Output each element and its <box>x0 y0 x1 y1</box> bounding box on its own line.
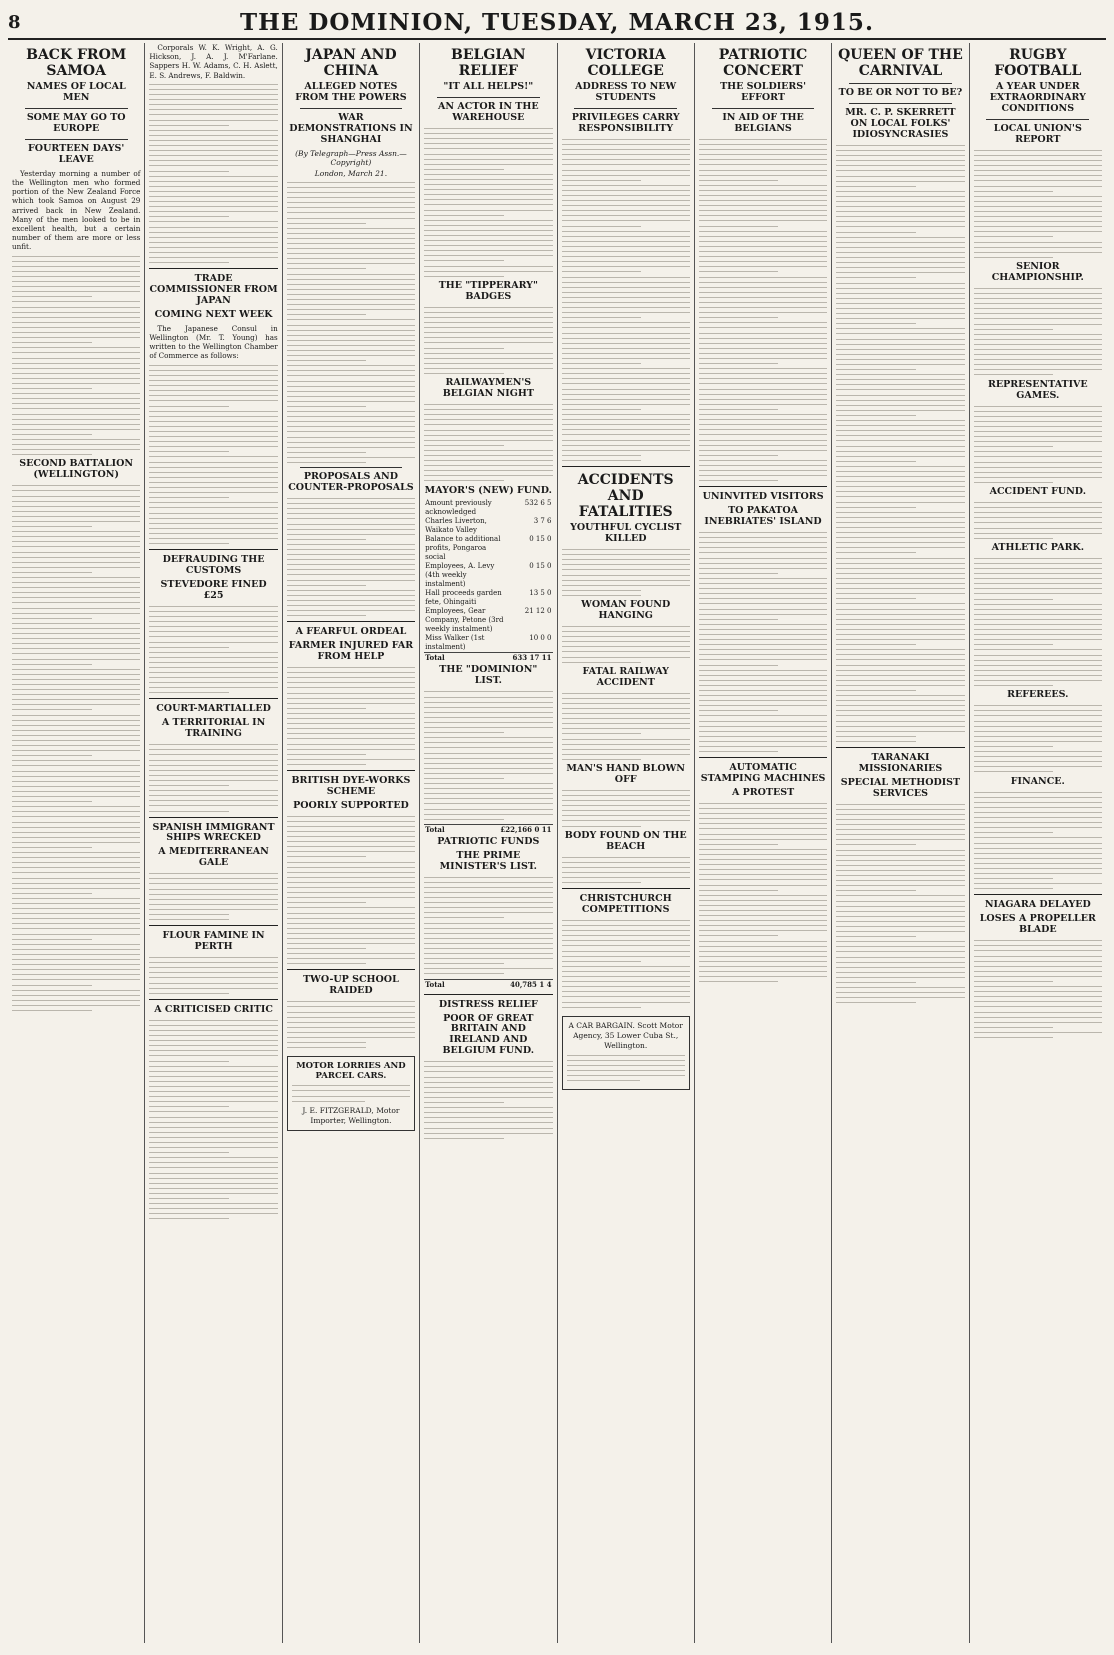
table-heading: MAYOR'S (NEW) FUND. <box>424 484 552 496</box>
section-heading: REPRESENTATIVE GAMES. <box>987 378 1088 401</box>
article-subhead: WOMAN FOUND HANGING <box>581 599 671 621</box>
article-subhead: A TERRITORIAL IN TRAINING <box>161 717 266 740</box>
body-text-lines <box>424 877 552 975</box>
body-text-lines <box>12 256 140 456</box>
article-headline: BACK FROM SAMOA <box>26 47 127 80</box>
body-text-lines <box>699 532 827 752</box>
newspaper-title: THE DOMINION, TUESDAY, MARCH 23, 1915. <box>240 8 874 36</box>
wire-credit: (By Telegraph—Press Assn.—Copyright) <box>295 148 407 167</box>
article-headline: CHRISTCHURCH COMPETITIONS <box>579 893 672 915</box>
body-text-lines <box>424 404 552 481</box>
body-text-lines <box>149 744 277 811</box>
body-text-lines <box>836 804 964 1004</box>
table-heading: THE "DOMINION" LIST. <box>439 664 538 687</box>
prime-minister-list-total: Total 40,785 1 4 <box>425 979 552 989</box>
dateline: London, March 21. <box>314 168 388 178</box>
column-3 <box>283 43 420 1643</box>
article-subhead: ADDRESS TO NEW STUDENTS <box>575 81 677 104</box>
donor-name: Amount previously acknowledged <box>425 499 492 517</box>
article-subhead: PROPOSALS AND COUNTER-PROPOSALS <box>288 471 414 494</box>
masthead <box>8 6 1106 40</box>
article-subhead: A PROTEST <box>731 786 795 798</box>
body-text-lines <box>424 307 552 374</box>
column-2 <box>145 43 282 1643</box>
article-subhead: POORLY SUPPORTED <box>293 799 409 811</box>
article-subhead: THE "TIPPERARY" BADGES <box>438 279 538 302</box>
body-text-lines <box>562 693 690 760</box>
body-text-lines <box>974 558 1102 686</box>
donor-name: Balance to additional profits, Pongaroa social <box>425 535 501 562</box>
article-headline: TRADE COMMISSIONER FROM JAPAN <box>149 273 278 307</box>
body-text-lines <box>562 626 690 663</box>
article-subhead: IN AID OF THE BELGIANS <box>722 112 804 134</box>
article-headline: VICTORIA COLLEGE <box>585 47 666 80</box>
body-text-lines <box>562 549 690 596</box>
article-subhead: COMING NEXT WEEK <box>154 308 273 320</box>
article-subhead: PRIVILEGES CARRY RESPONSIBILITY <box>571 112 680 134</box>
article-subhead: "IT ALL HELPS!" <box>443 81 534 93</box>
body-text-lines <box>424 1061 552 1138</box>
article-headline: DEFRAUDING THE CUSTOMS <box>162 554 265 576</box>
article-subhead: SPECIAL METHODIST SERVICES <box>840 776 961 799</box>
body-text-lines <box>974 406 1102 483</box>
article-subhead: A MEDITERRANEAN GALE <box>158 846 269 869</box>
body-text-lines <box>287 1001 415 1048</box>
article-subhead: THE SOLDIERS' EFFORT <box>720 81 807 104</box>
article-body: Yesterday morning a number of the Wellington men who formed portion of the New Zealand Force which took Samoa on August 29 arrived back in New Zealand. Many of the men looked to be in excellent health, but a certain number of them are more or less unfit. <box>12 168 141 252</box>
article-headline: PATRIOTIC FUNDS <box>437 835 540 847</box>
article-subhead: AN ACTOR IN THE WAREHOUSE <box>438 101 539 124</box>
article-headline: QUEEN OF THE CARNIVAL <box>838 47 963 80</box>
article-subhead: FATAL RAILWAY ACCIDENT <box>582 665 669 688</box>
donor-name: Charles Liverton, Waikato Valley <box>425 517 487 535</box>
body-text-lines <box>567 1055 685 1081</box>
article-subhead: SOME MAY GO TO EUROPE <box>26 112 126 134</box>
donation-amount: 21 12 0 <box>524 607 552 616</box>
article-subhead: TO BE OR NOT TO BE? <box>838 87 963 99</box>
article-headline: BELGIAN RELIEF <box>451 47 526 80</box>
body-text-lines <box>12 485 140 1011</box>
section-heading: ACCIDENT FUND. <box>989 486 1087 498</box>
donation-amount: 3 7 6 <box>533 517 552 526</box>
article-subhead: ALLEGED NOTES FROM THE POWERS <box>295 81 407 104</box>
article-subhead: STEVEDORE FINED £25 <box>160 578 267 601</box>
section-heading: FINANCE. <box>1010 775 1065 787</box>
donation-amount: 10 0 0 <box>529 634 552 643</box>
article-headline: NIAGARA DELAYED <box>984 899 1091 911</box>
donation-amount: 0 15 0 <box>529 535 552 544</box>
article-subhead: RAILWAYMEN'S BELGIAN NIGHT <box>442 377 534 400</box>
article-subhead: MAN'S HAND BLOWN OFF <box>566 762 685 785</box>
section-heading: SECOND BATTALION (WELLINGTON) <box>19 458 134 481</box>
column-4 <box>420 43 557 1643</box>
article-subhead: NAMES OF LOCAL MEN <box>26 81 126 104</box>
body-text-lines <box>424 128 552 277</box>
article-headline: AUTOMATIC STAMPING MACHINES <box>700 762 826 785</box>
table-row <box>424 517 552 535</box>
body-text-lines <box>287 182 415 463</box>
body-text-lines <box>149 606 277 694</box>
article-headline: BRITISH DYE-WORKS SCHEME <box>291 774 411 797</box>
article-headline: ACCIDENTS AND FATALITIES <box>577 471 674 521</box>
donor-name: Miss Walker (1st instalment) <box>425 634 485 652</box>
article-subhead: POOR OF GREAT BRITAIN AND IRELAND AND BELGIUM FUND. <box>442 1012 535 1057</box>
body-text-lines <box>699 139 827 481</box>
article-subhead: FOURTEEN DAYS' LEAVE <box>28 142 125 165</box>
article-headline: SPANISH IMMIGRANT SHIPS WRECKED <box>152 821 275 844</box>
article-headline: DISTRESS RELIEF <box>438 998 538 1010</box>
article-subhead: THE PRIME MINISTER'S LIST. <box>439 849 537 872</box>
body-text-lines <box>149 957 277 994</box>
article-subhead: YOUTHFUL CYCLIST KILLED <box>570 522 682 545</box>
article-headline: TWO-UP SCHOOL RAIDED <box>303 974 399 997</box>
article-subhead: FARMER INJURED FAR FROM HELP <box>288 640 414 663</box>
table-total-row: Total 633 17 11 <box>425 653 552 663</box>
article-headline: JAPAN AND CHINA <box>305 47 397 80</box>
body-text-lines <box>562 857 690 883</box>
article-headline: FLOUR FAMINE IN PERTH <box>162 930 265 953</box>
section-heading: SENIOR CHAMPIONSHIP. <box>991 260 1084 283</box>
donation-amount: 532 6 5 <box>524 499 552 508</box>
section-heading: ATHLETIC PARK. <box>991 541 1085 553</box>
advertisement <box>562 1016 690 1091</box>
column-6 <box>695 43 832 1643</box>
ad-signature: J. E. FITZGERALD, Motor Importer, Wellington. <box>302 1105 400 1125</box>
article-body: Corporals W. K. Wright, A. G. Hickson, J. A. J. M'Farlane. Sappers H. W. Adams, C. H. Aslett, E. S. Andrews, F. Baldwin. <box>149 43 278 80</box>
column-8 <box>970 43 1106 1643</box>
body-text-lines <box>562 790 690 827</box>
body-text-lines <box>287 498 415 616</box>
column-5 <box>558 43 695 1643</box>
table-row <box>424 634 552 653</box>
advertisement <box>287 1056 415 1130</box>
donation-amount: 13 5 0 <box>529 589 552 598</box>
ad-text: A CAR BARGAIN. Scott Motor Agency, 35 Lower Cuba St., Wellington. <box>568 1020 683 1050</box>
donation-amount: 0 15 0 <box>529 562 552 571</box>
body-text-lines <box>287 816 415 965</box>
body-text-lines <box>149 873 277 920</box>
body-text-lines <box>292 1085 410 1101</box>
article-headline: A FEARFUL ORDEAL <box>295 626 407 638</box>
section-heading: REFEREES. <box>1007 689 1069 701</box>
body-text-lines <box>974 792 1102 890</box>
article-headline: RUGBY FOOTBALL <box>994 47 1082 80</box>
article-subhead: LOCAL UNION'S REPORT <box>993 122 1082 145</box>
body-text-lines <box>974 288 1102 376</box>
mayors-fund-table <box>424 499 552 662</box>
article-subhead: TO PAKATOA INEBRIATES' ISLAND <box>704 505 822 528</box>
body-text-lines <box>974 150 1102 258</box>
article-headline: COURT-MARTIALLED <box>156 703 271 715</box>
article-headline: TARANAKI MISSIONARIES <box>858 751 943 774</box>
ad-heading: MOTOR LORRIES AND PARCEL CARS. <box>296 1061 406 1082</box>
body-text-lines <box>287 667 415 765</box>
body-text-lines <box>424 691 552 819</box>
table-row <box>424 562 552 589</box>
body-text-lines <box>836 145 964 742</box>
body-text-lines <box>149 1020 277 1220</box>
table-row <box>424 535 552 562</box>
body-text-lines <box>974 502 1102 539</box>
columns <box>8 43 1106 1643</box>
column-1 <box>8 43 145 1643</box>
page-number: 8 <box>8 11 21 33</box>
body-text-lines <box>699 803 827 982</box>
article-subhead: WAR DEMONSTRATIONS IN SHANGHAI <box>289 112 413 145</box>
article-headline: A CRITICISED CRITIC <box>154 1003 273 1015</box>
body-text-lines <box>974 705 1102 772</box>
table-row <box>424 499 552 517</box>
table-row <box>424 607 552 634</box>
article-headline: UNINVITED VISITORS <box>702 491 824 503</box>
article-subhead: MR. C. P. SKERRETT ON LOCAL FOLKS' IDIOSYNCRASIES <box>845 107 956 140</box>
dominion-list-total: Total £22,166 0 11 <box>425 824 552 834</box>
body-text-lines <box>149 365 277 544</box>
donor-name: Hall proceeds garden fete, Ohingaiti <box>425 589 502 607</box>
article-headline: PATRIOTIC CONCERT <box>718 47 808 80</box>
article-subhead: BODY FOUND ON THE BEACH <box>564 829 687 852</box>
body-text-lines <box>562 139 690 461</box>
donor-name: Employees, A. Levy (4th weekly instalment) <box>425 562 495 589</box>
body-text-lines <box>974 940 1102 1038</box>
table-row <box>424 589 552 607</box>
body-text-lines <box>562 920 690 1008</box>
article-subhead: A YEAR UNDER EXTRAORDINARY CONDITIONS <box>989 81 1086 115</box>
article-subhead: LOSES A PROPELLER BLADE <box>979 913 1096 936</box>
article-body: The Japanese Consul in Wellington (Mr. T. Young) has written to the Wellington Chamber of Commerce as follows: <box>149 323 278 361</box>
donor-name: Employees, Gear Company, Petone (3rd weekly instalment) <box>425 607 504 634</box>
body-text-lines <box>149 84 277 263</box>
column-7 <box>832 43 969 1643</box>
